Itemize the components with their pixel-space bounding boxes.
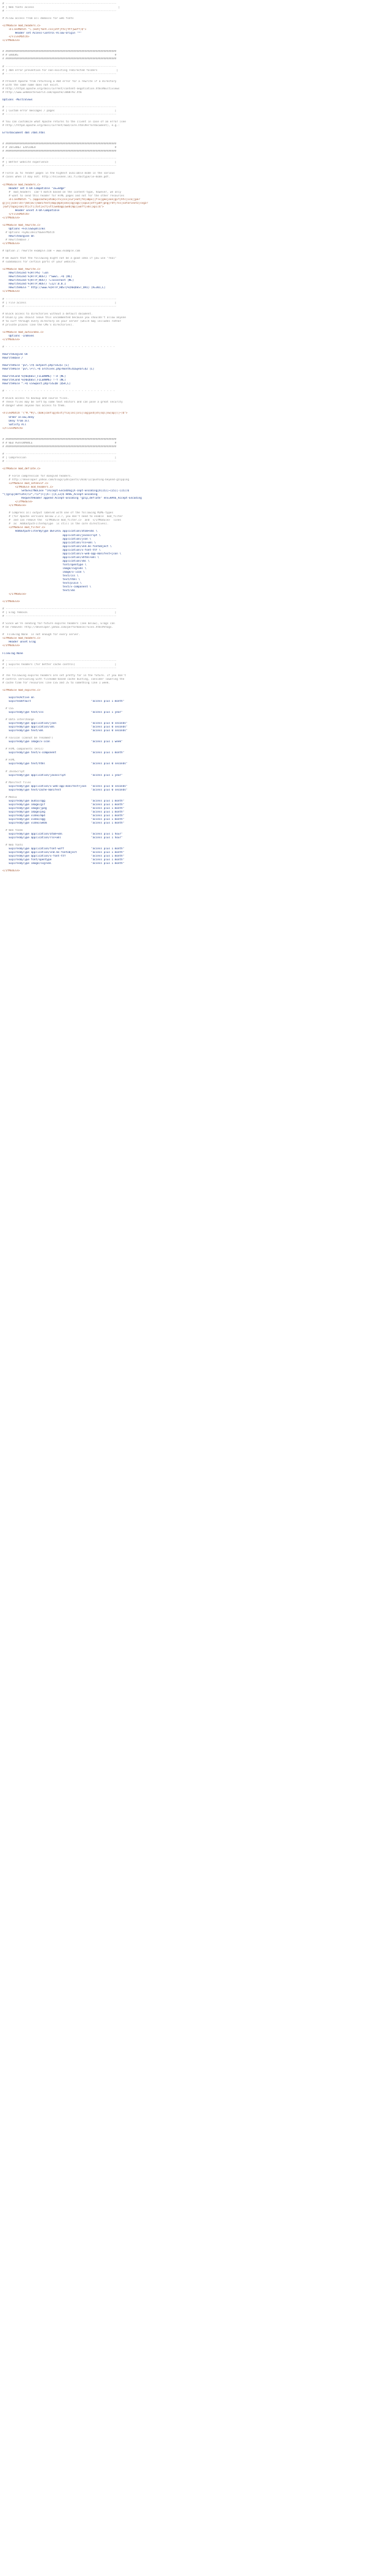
directive-line: ExpiresByType video/webm "access plus 1 month" — [2, 821, 125, 825]
comment-line: # Data interchange — [2, 718, 34, 722]
comment-line: # HTML — [2, 759, 15, 762]
tag-line: <IfModule mod_setenvif.c> — [2, 482, 49, 486]
comment-line: # | Expires headers (for better cache control) | — [2, 663, 117, 666]
comment-line: # ---------------------------------------------------------------------- — [2, 165, 117, 168]
comment-line: # ---------------------------------------------------------------------- — [2, 10, 117, 13]
directive-line: ExpiresByType audio/ogg "access plus 1 month" — [2, 799, 125, 803]
tag-line: </IfModule> — [2, 338, 20, 341]
tag-line: <FilesMatch "\.(appcache|atom|crx|css|cur|eot|f4[abpv]|flv|geojson|gif|htc|ico|jpe? — [2, 198, 141, 201]
comment-line: # (for Apache versions below 2.3.7, you don't need to enable `mod_filter` — [2, 515, 125, 519]
comment-line: # ---------------------------------------------------------------------- — [2, 72, 117, 76]
comment-line: # Options +SymLinksIfOwnerMatch — [2, 231, 55, 234]
directive-line: Header unset X-UA-Compatible — [2, 209, 60, 212]
comment-line: # ---------------------------------------------------------------------- — [2, 113, 117, 116]
tag-line: </IfModule> — [2, 242, 20, 246]
comment-line: # | 404 error prevention for non-existing redirected folders | — [2, 69, 118, 72]
comment-line: # to surf through every directory on your server (which may includes rather — [2, 319, 122, 323]
directive-line: ExpiresByType application/xml "access plus 0 seconds" — [2, 726, 128, 729]
comment-line: # ###################################################################### — [2, 143, 117, 146]
directive-line: ExpiresByType application/font-woff "access plus 1 month" — [2, 847, 125, 851]
comment-line: # - - - - - - - - - - - - - - - - - - - - - - - - - - - - - - - - - - - — [2, 345, 115, 349]
tag-line: <FilesMatch "(^#.*#|\.(bak|config|dist|fla|inc|ini|log|psd|sh|sql|sw[op])|~)$"> — [2, 412, 128, 415]
comment-line: # # WEB PERFORMANCE # — [2, 441, 117, 445]
comment-line: # Web feeds — [2, 829, 23, 832]
directive-line: application/rss+xml \ — [2, 541, 96, 545]
comment-line: # Block access to backup and source files. — [2, 397, 69, 401]
tag-line: </IfModule> — [2, 216, 20, 220]
tag-line: <IfModule mod_expires.c> — [2, 688, 41, 692]
comment-line: # cache time for resources like CSS and JS to something like 1 week. — [2, 681, 110, 685]
comment-line: # ---------------------------------------------------------------------- — [2, 460, 117, 463]
comment-line: # control versioning with filename-based cache busting, consider lowering the — [2, 677, 125, 681]
tag-line: g|js|json(ld)?|m4[av]|manifest|map|mp4|oex|og[agv]|opus|otf|pdf|png|rdf|rss|safariextz|svgz? — [2, 201, 148, 205]
comment-line: # Prevent Apache from returning a 404 error for a rewrite if a directory — [2, 80, 117, 83]
htaccess-document — [2, 2, 365, 873]
directive-line: RewriteCond %{HTTP_HOST} !=localhost [NC] — [2, 279, 74, 283]
comment-line: # `FileETag None` is not enough for every server. — [2, 633, 80, 637]
directive-line: Header unset ETag — [2, 641, 36, 644]
comment-line: # ---------------------------------------------------------------------- — [2, 65, 117, 69]
directive-line: RewriteBase / — [2, 357, 23, 360]
comment-line: # | Compression | — [2, 456, 117, 460]
tag-line: </IfModule> — [2, 869, 20, 873]
directive-line: Header set Access-Control-Allow-Origin "*" — [2, 32, 82, 35]
comment-line: # ---------------------------------------------------------------------- — [2, 659, 117, 663]
directive-line: RewriteCond %{HTTP_HOST} !^www\..+$ [NC] — [2, 275, 72, 279]
directive-line: text/html \ — [2, 578, 80, 581]
directive-line: Order allow,deny — [2, 415, 34, 419]
directive-line: image/x-icon \ — [2, 570, 85, 574]
comment-line: # http://developer.yahoo.com/blogs/ydn/posts/2010/12/pushing-beyond-gzipping — [2, 478, 129, 482]
directive-line: application/x-web-app-manifest+json \ — [2, 552, 122, 556]
comment-line: # ###################################################################### — [2, 58, 117, 61]
directive-line: ExpiresByType application/javascript "access plus 1 year" — [2, 773, 123, 777]
comment-line: # Option 2: rewrite example.com → www.example.com — [2, 250, 80, 253]
tag-line: </FilesMatch> — [2, 426, 23, 430]
comment-line: # Media — [2, 795, 17, 799]
comment-line: # Favicon (cannot be renamed!) — [2, 737, 53, 740]
directive-line: RewriteRule ^.+$ viewpost.php?id=$0 [QSA,L] — [2, 382, 71, 386]
comment-line: # http://httpd.apache.org/docs/current/mod/core.html#errordocument), e.g.: — [2, 124, 120, 128]
comment-line: # Force IE to render pages in the highest available mode in the various — [2, 172, 115, 176]
directive-line: ExpiresByType application/x-font-ttf "access plus 1 month" — [2, 855, 125, 858]
directive-line: SetEnvIfNoCase ^(Accept-EncodXng|X-cept-Encoding|X{15}|~{15}|-{15})$ — [2, 490, 129, 493]
comment-line: # | ETag removal | — [2, 611, 117, 615]
directive-line: application/xhtml+xml \ — [2, 556, 99, 559]
comment-line: # Be aware that the following might not be a good idea if you use "real" — [2, 257, 117, 261]
comment-line: # # ERRORS # — [2, 54, 117, 58]
directive-line: RewriteRule "pv\.\+$ outpost.php?id=$1 [L] — [2, 364, 69, 368]
tag-line: <IfModule mod_headers.c> — [2, 183, 41, 187]
comment-line: # | Better website experience | — [2, 161, 117, 165]
directive-line: ExpiresByType text/cache-manifest "access plus 0 seconds" — [2, 788, 128, 792]
tag-line: </IfModule> — [2, 501, 33, 504]
directive-line: ExpiresByType application/rss+xml "access plus 1 hour" — [2, 836, 123, 840]
directive-line: ExpiresByType text/html "access plus 0 seconds" — [2, 762, 128, 766]
directive-line: Options +FollowSymlinks — [2, 227, 45, 231]
comment-line: # ---------------------------------------------------------------------- — [2, 157, 117, 161]
directive-line: ExpiresByType text/x-component "access plus 1 month" — [2, 751, 125, 755]
directive-line: Options -MultiViews — [2, 98, 33, 102]
comment-line: # ---------------------------------------------------------------------- — [2, 297, 117, 301]
tag-line: </IfModule> — [2, 504, 26, 508]
directive-line: ExpiresByType application/json "access plus 0 seconds" — [2, 722, 128, 726]
directive-line: ExpiresActive on — [2, 696, 34, 699]
comment-line: # CSS — [2, 707, 14, 710]
tag-line: <IfModule mod_rewrite.c> — [2, 268, 41, 272]
directive-line: FileETag None — [2, 652, 23, 655]
directive-line: text/css \ — [2, 574, 79, 578]
comment-line: # be removed: http://developer.yahoo.com/performance/rules.html#etags. — [2, 626, 114, 630]
tag-line: <IfModule mod_headers.c> — [2, 486, 53, 490]
tag-line: <FilesMatch "\.(eot|font.css|otf|ttc|ttf|woff)$"> — [2, 28, 87, 32]
comment-line: # ---------------------------------------------------------------------- — [2, 2, 117, 6]
comment-line: # subdomains for certain parts of your website. — [2, 261, 77, 264]
tag-line: </IfModule> — [2, 593, 26, 596]
directive-line: application/json \ — [2, 537, 91, 541]
comment-line: # Usually you should leave this uncommented because you shouldn't allow anyone — [2, 316, 126, 319]
comment-line: # http://httpd.apache.org/docs/current/content-negotiation.html#multiviews — [2, 87, 120, 91]
directive-line: ExpiresByType application/vnd.ms-fontobject "access plus 1 month" — [2, 851, 125, 855]
directive-line: RewriteCond %{REQUEST_FILENAME} !-f [NC] — [2, 379, 66, 382]
directive-line: Satisfy All — [2, 423, 26, 426]
comment-line: # private places like the CMS's directories). — [2, 323, 74, 327]
comment-line: # HTML components (HTCs) — [2, 748, 44, 751]
comment-line: # Web fonts — [2, 844, 23, 847]
comment-line: # RewriteBase / — [2, 239, 29, 242]
directive-line: ExpiresByType text/css "access plus 1 year" — [2, 711, 123, 714]
comment-line: # ###################################################################### — [2, 437, 117, 441]
comment-line: # | File access | — [2, 301, 117, 305]
tag-line: </FilesMatch> — [2, 35, 29, 39]
tag-line: <IfModule mod_rewrite.c> — [2, 223, 41, 227]
directive-line: RewriteRule "pv\.\+\\.+$ archives.php?month=$1&year=$2 [L] — [2, 368, 95, 371]
directive-line: ExpiresByType font/opentype "access plus 1 month" — [2, 858, 125, 862]
comment-line: # Compress all output labeled with one of the following MIME-types — [2, 512, 114, 515]
directive-line: RewriteEngine On — [2, 352, 28, 356]
directive-line: AddOutputFilterByType DEFLATE application/atom+xml \ — [2, 530, 98, 534]
comment-line: # danger when anyone has access to them. — [2, 404, 66, 408]
directive-line: RewriteCond %{HTTPS} !=on — [2, 272, 49, 275]
tag-line: </IfModule> — [2, 644, 20, 648]
comment-line: # cases when it may not: http://hsivonen.iki.fi/doctype/ie-mode.pdf. — [2, 176, 110, 179]
directive-line: Options -Indexes — [2, 334, 34, 338]
directive-line: ^((gzip|deflate)\s*,?\s*)+|[X~-]{4,13}$ HAVE_Accept-Encoding — [2, 493, 98, 497]
tag-line: </FilesMatch> — [2, 212, 29, 216]
comment-line: # ---------------------------------------------------------------------- — [2, 452, 117, 456]
directive-line: ExpiresDefault "access plus 1 month" — [2, 699, 125, 703]
directive-line: text/x-component \ — [2, 585, 91, 589]
tag-line: </IfModule> — [2, 39, 20, 43]
comment-line: # ---------------------------------------------------------------------- — [2, 608, 117, 611]
comment-line: # ---------------------------------------------------------------------- — [2, 666, 117, 670]
comment-line: # Since we're sending far-future expires headers (see below), ETags can — [2, 622, 115, 626]
directive-line: application/x-font-ttf \ — [2, 548, 101, 552]
directive-line: text/xml — [2, 589, 75, 592]
tag-line: <IfModule mod_deflate.c> — [2, 467, 41, 471]
comment-line: # Allow access from all domains for web fonts — [2, 17, 74, 21]
tag-line: <IfModule mod_autoindex.c> — [2, 330, 44, 334]
directive-line: ExpiresByType text/xml "access plus 0 seconds" — [2, 729, 128, 733]
comment-line: # with the same name does not exist. — [2, 83, 60, 87]
directive-line: RewriteCond %{HTTP_HOST} !=127.0.0.1 — [2, 283, 66, 286]
directive-line: RewriteEngine On — [2, 234, 34, 238]
directive-line: RewriteCond %{REQUEST_FILENAME} !-d [NC] — [2, 375, 66, 379]
comment-line: # | Web fonts access | — [2, 6, 120, 10]
directive-line: ExpiresByType image/gif "access plus 1 month" — [2, 803, 125, 806]
directive-line: RewriteRule ^ http://www.%{HTTP_HOST}%{REQUEST_URI} [R=301,L] — [2, 286, 106, 290]
comment-line: # ###################################################################### — [2, 150, 117, 154]
directive-line: ExpiresByType application/atom+xml "access plus 1 hour" — [2, 833, 123, 836]
comment-line: # `mod_headers` can't match based on the content-type, however, we only — [2, 190, 122, 194]
comment-line: # JavaScript — [2, 770, 25, 773]
directive-line: ErrorDocument 404 /404.html — [2, 132, 45, 135]
directive-line: ExpiresByType image/png "access plus 1 month" — [2, 810, 125, 814]
comment-line: # ###################################################################### — [2, 50, 117, 54]
comment-line: # These files may be left by some text editors and can pose a great security — [2, 401, 123, 404]
tag-line: |swf|topojson|tt[cf]|txt|vcf|vtt|webapp|web[mp]|woff|xml|xpi)$"> — [2, 205, 104, 209]
directive-line: text/plain \ — [2, 581, 82, 585]
tag-line: </IfModule> — [2, 290, 20, 294]
comment-line: # and can remove the `<IfModule mod_filter.c>` and `</IfModule>` lines — [2, 519, 122, 523]
comment-line: # as `AddOutputFilterByType` is still in the core directives). — [2, 523, 109, 526]
tag-line: </IfModule> — [2, 600, 20, 604]
directive-line: application/javascript \ — [2, 534, 101, 537]
comment-line: # Block access to directories without a default document. — [2, 312, 93, 316]
directive-line: RequestHeader append Accept-Encoding "gzip,deflate" env=HAVE_Accept-Encoding — [2, 497, 142, 501]
tag-line: <IfModule mod_headers.c> — [2, 24, 41, 28]
comment-line: # - - - - - - - - - - - - - - - - - - - - - - - - - - - - - - - - - - - — [2, 390, 115, 393]
directive-line: Deny from all — [2, 419, 29, 423]
comment-line: # ---------------------------------------------------------------------- — [2, 615, 117, 619]
comment-line: # You can customize what Apache returns to the client in case of an error (see — [2, 121, 126, 124]
directive-line: image/svg+xml \ — [2, 567, 87, 570]
directive-line: ExpiresByType image/svg+xml "access plus 1 month" — [2, 862, 125, 866]
comment-line: # Manifest files — [2, 781, 31, 784]
directive-line: application/vnd.ms-fontobject \ — [2, 545, 112, 548]
comment-line: # ---------------------------------------------------------------------- — [2, 305, 117, 308]
comment-line: # Force compression for mangled headers. — [2, 475, 72, 478]
comment-line: # ---------------------------------------------------------------------- — [2, 105, 117, 109]
directive-line: ExpiresByType application/x-web-app-manifest+json "access plus 0 seconds" — [2, 784, 128, 788]
directive-line: ExpiresByType video/mp4 "access plus 1 month" — [2, 814, 125, 817]
comment-line: # want to send this header for HTML pages and not for the other resources — [2, 194, 125, 198]
directive-line: application/xml \ — [2, 559, 90, 563]
directive-line: ExpiresByType image/x-icon "access plus 1 week" — [2, 740, 123, 744]
comment-line: # ###################################################################### — [2, 445, 117, 449]
directive-line: font/opentype \ — [2, 563, 87, 567]
comment-line: # | Custom error messages / pages | — [2, 109, 117, 113]
directive-line: ExpiresByType video/ogg "access plus 1 month" — [2, 817, 125, 821]
directive-line: ExpiresByType image/jpeg "access plus 1 month" — [2, 806, 125, 810]
tag-line: <IfModule mod_filter.c> — [2, 526, 45, 530]
comment-line: # The following expires headers are set pretty far in the future. If you don't — [2, 674, 126, 677]
tag-line: <IfModule mod_headers.c> — [2, 637, 41, 641]
directive-line: Header set X-UA-Compatible "IE=edge" — [2, 187, 66, 190]
comment-line: # # INTERNET EXPLORER # — [2, 146, 117, 150]
comment-line: # http://www.webmasterworld.com/apache/3808792.htm — [2, 91, 82, 94]
